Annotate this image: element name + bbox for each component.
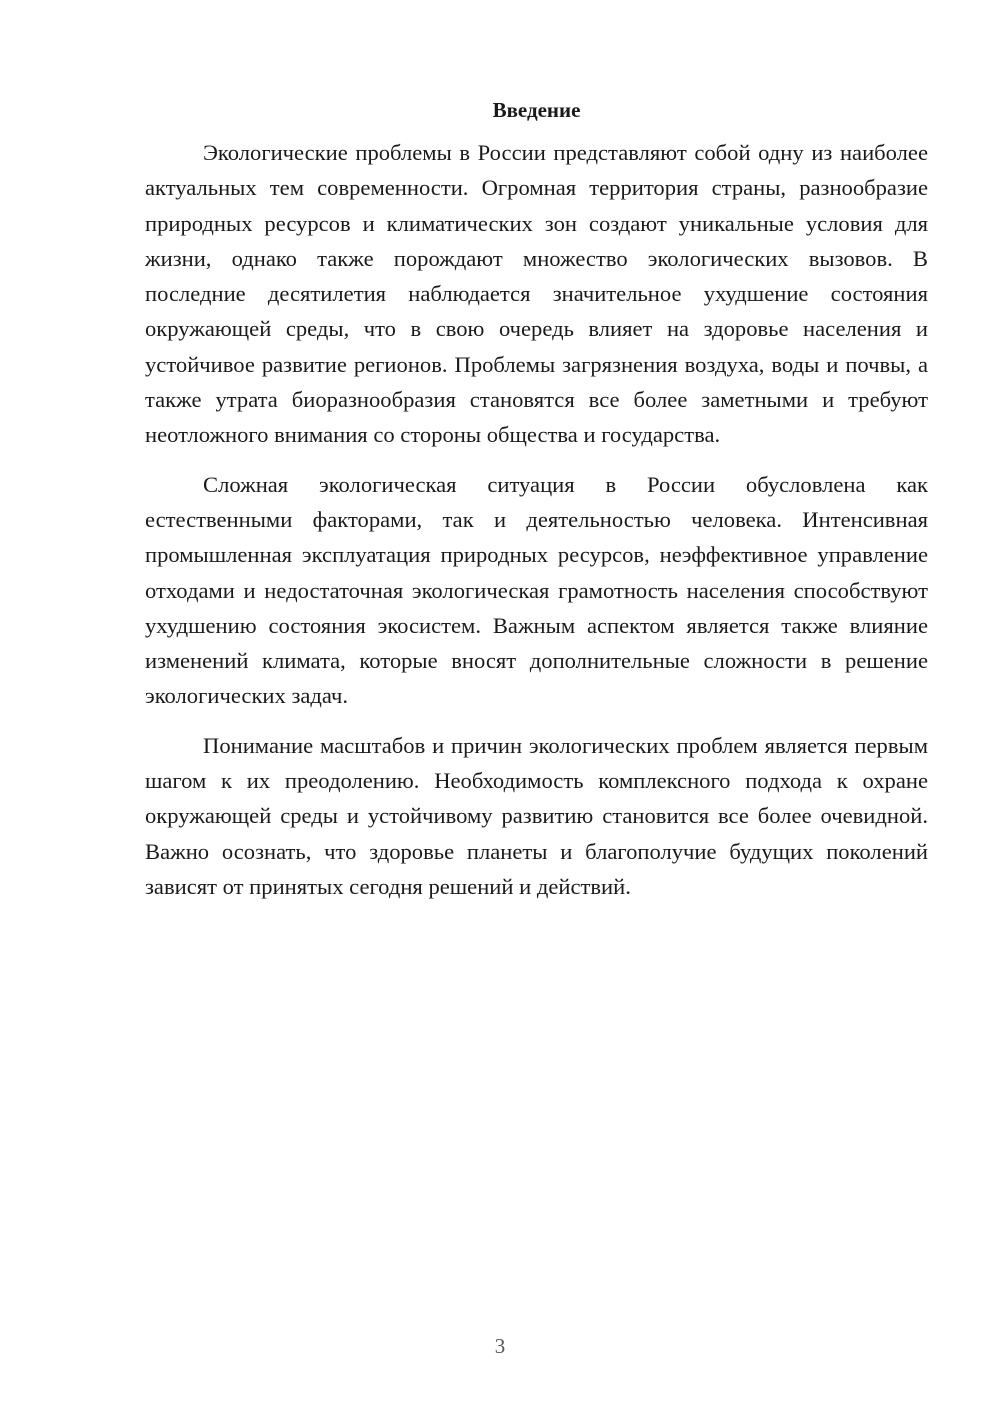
paragraph-1: Экологические проблемы в России представляют собой одну из наиболее актуальных тем современности. Огромная территория страны, разнообразие природных ресурсов и климатических зон создают уникальные условия для жизни, однако также порождают множество экологических вызовов. В последние десятилетия наблюдается значительное ухудшение состояния окружающей среды, что в свою очередь влияет на здоровье населения и устойчивое развитие регионов. Проблемы загрязнения воздуха, воды и почвы, а также утрата биоразнообразия становятся все более заметными и требуют неотложного внимания со стороны общества и государства. xyxy=(145,140,928,448)
paragraph-3: Понимание масштабов и причин экологических проблем является первым шагом к их преодолению. Необходимость комплексного подхода к охране окружающей среды и устойчивому развитию становится все более очевидной. Важно осознать, что здоровье планеты и благополучие будущих поколений зависят от принятых сегодня решений и действий. xyxy=(145,732,928,899)
page-content xyxy=(145,92,928,918)
section-title: Введение xyxy=(492,98,581,122)
page-number: 3 xyxy=(494,1334,506,1358)
paragraph-2: Сложная экологическая ситуация в России обусловлена как естественными факторами, так и деятельностью человека. Интенсивная промышленная эксплуатация природных ресурсов, неэффективное управление отходами и недостаточная экологическая грамотность населения способствуют ухудшению состояния экосистем. Важным аспектом является также влияние изменений климата, которые вносят дополнительные сложности в решение экологических задач. xyxy=(145,471,928,709)
